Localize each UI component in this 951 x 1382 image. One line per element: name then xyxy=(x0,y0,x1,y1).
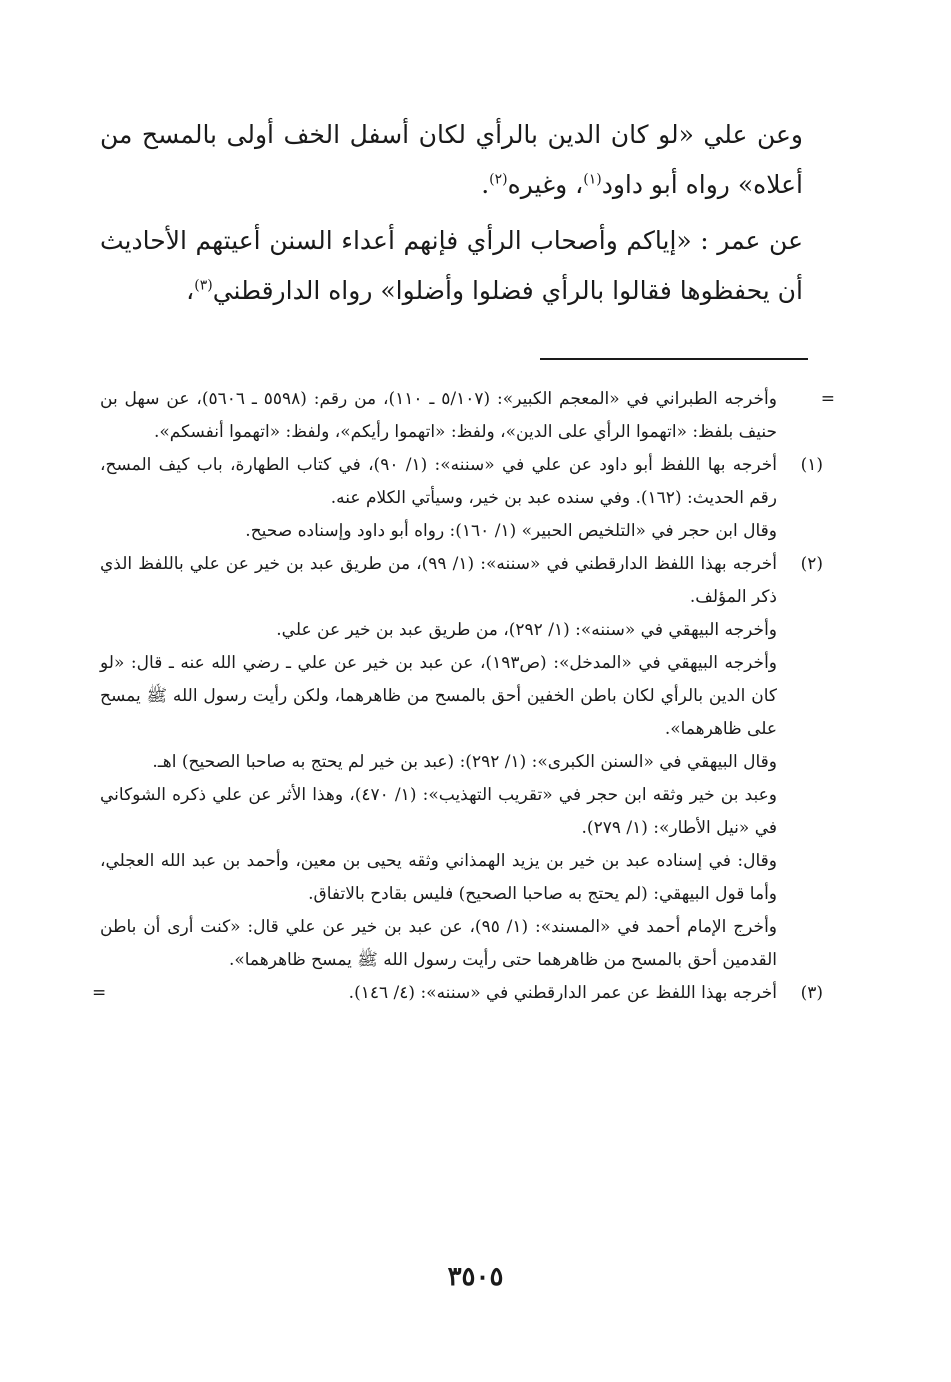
page-number: ٣٥٠٥ xyxy=(447,1262,504,1292)
continuation-mark: = xyxy=(92,983,107,1003)
continuation-mark: = xyxy=(820,389,835,409)
main-paragraph-1 xyxy=(100,110,803,210)
footnote-2 xyxy=(100,548,823,977)
footnote-1-paragraph: أخرجه بها اللفظ أبو داود عن علي في «سننه»: (١/ ٩٠)، في كتاب الطهارة، باب كيف المسح، رقم الحديث: (١٦٢). وفي سنده عبد بن خير، وسيأتي الكلام عنه. xyxy=(100,455,777,508)
footnote-2-paragraph: وأخرج الإمام أحمد في «المسند»: (١/ ٩٥)، عن عبد بن خير عن علي قال: «كنت أرى أن باطن القدمين أحق بالمسح من ظاهرهما حتى رأيت رسول الله ﷺ يمسح ظاهرهما». xyxy=(100,917,778,970)
footnote-1-paragraph: وقال ابن حجر في «التلخيص الحبير» (١/ ١٦٠): رواه أبو داود وإسناده صحيح. xyxy=(245,521,777,541)
continuation-text: وأخرجه الطبراني في «المعجم الكبير»: (٥/١٠٧ ـ ١١٠)، من رقم: (٥٥٩٨ ـ ٥٦٠٦)، عن سهل بن حنيف بلفظ: «اتهموا الرأي على الدين»، ولفظ: «اتهموا رأيكم»، ولفظ: «اتهموا أنفسكم». xyxy=(100,389,777,442)
footnote-continuation xyxy=(100,383,835,449)
footnote-3 xyxy=(92,977,823,1010)
footnote-2-number: (٢) xyxy=(800,554,823,574)
footnote-1 xyxy=(100,449,823,548)
main-paragraph-2 xyxy=(100,216,803,316)
footnote-ref-3[interactable]: (٣) xyxy=(194,277,213,294)
footnote-2-paragraph: وقال: في إسناده عبد بن خير بن يزيد الهمذاني وثقه يحيى بن معين، وأحمد بن عبد الله العجلي، وأما قول البيهقي: (لم يحتج به صاحبا الصحيح) فليس بقادح بالاتفاق. xyxy=(100,851,777,904)
main-paragraph-2-end: ، xyxy=(186,276,195,305)
footnote-2-paragraph: وعبد بن خير وثقه ابن حجر في «تقريب التهذيب»: (١/ ٤٧٠)، وهذا الأثر عن علي ذكره الشوكاني في «نيل الأطار»: (١/ ٢٧٩). xyxy=(100,785,777,838)
main-paragraph-1-end: . xyxy=(481,170,490,199)
footnote-separator xyxy=(540,358,808,360)
footnote-3-number: (٣) xyxy=(800,983,823,1003)
footnote-ref-1[interactable]: (١) xyxy=(583,171,602,188)
footnote-ref-2[interactable]: (٢) xyxy=(489,171,508,188)
footnotes xyxy=(92,383,835,1010)
footnote-2-paragraph: أخرجه بهذا اللفظ الدارقطني في «سننه»: (١/ ٩٩)، من طريق عبد بن خير عن علي باللفظ الذي ذكر المؤلف. xyxy=(100,554,777,607)
footnote-3-paragraph: أخرجه بهذا اللفظ عن عمر الدارقطني في «سننه»: (٤/ ١٤٦). xyxy=(348,983,777,1003)
main-text xyxy=(100,110,803,316)
footnote-2-paragraph: وأخرجه البيهقي في «سننه»: (١/ ٢٩٢)، من طريق عبد بن خير عن علي. xyxy=(276,620,777,640)
main-paragraph-1-text: وعن علي «لو كان الدين بالرأي لكان أسفل الخف أولى بالمسح من أعلاه» رواه أبو داود xyxy=(100,120,803,199)
main-paragraph-1-mid: ، وغيره xyxy=(507,170,584,199)
footnote-2-paragraph: وأخرجه البيهقي في «المدخل»: (ص١٩٣)، عن عبد بن خير عن علي ـ رضي الله عنه ـ قال: «لو كان الدين بالرأي لكان باطن الخفين أحق بالمسح من ظاهرهما، ولكن رأيت رسول الله ﷺ يمسح على ظاهرهما». xyxy=(100,653,778,739)
footnote-1-number: (١) xyxy=(800,455,823,475)
main-paragraph-2-text: عن عمر : «إياكم وأصحاب الرأي فإنهم أعداء السنن أعيتهم الأحاديث أن يحفظوها فقالوا بالرأي فضلوا وأضلوا» رواه الدارقطني xyxy=(100,226,803,305)
footnote-2-paragraph: وقال البيهقي في «السنن الكبرى»: (١/ ٢٩٢): (عبد بن خير لم يحتج به صاحبا الصحيح) اهـ. xyxy=(152,752,777,772)
